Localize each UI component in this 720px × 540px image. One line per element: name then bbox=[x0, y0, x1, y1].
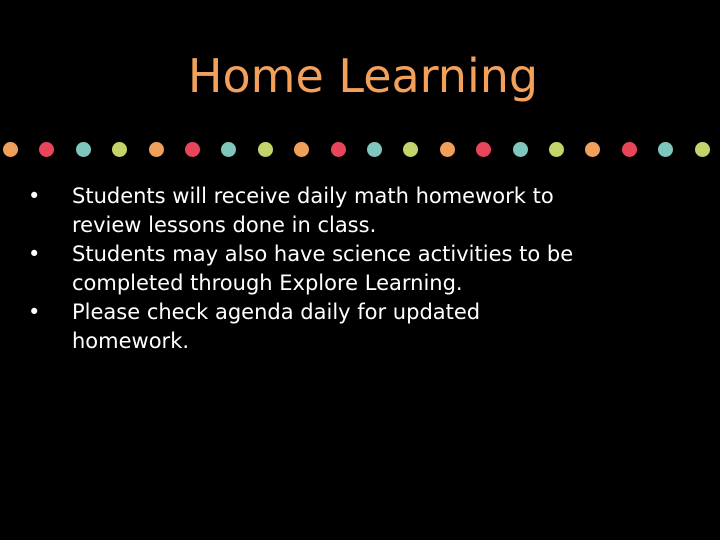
bullet-item bbox=[28, 298, 588, 356]
divider-dot bbox=[294, 142, 309, 157]
bullet-item bbox=[28, 182, 588, 240]
divider-dot bbox=[112, 142, 127, 157]
slide-title: Home Learning bbox=[187, 49, 539, 103]
divider-dot bbox=[3, 142, 18, 157]
divider-dot bbox=[513, 142, 528, 157]
divider-dot bbox=[76, 142, 91, 157]
divider-dot bbox=[149, 142, 164, 157]
divider-dot bbox=[658, 142, 673, 157]
divider-dot bbox=[185, 142, 200, 157]
divider-dot bbox=[367, 142, 382, 157]
divider-dot bbox=[258, 142, 273, 157]
divider-dot bbox=[39, 142, 54, 157]
divider-dot bbox=[331, 142, 346, 157]
divider-dot bbox=[585, 142, 600, 157]
bullet-icon: • bbox=[28, 184, 41, 208]
bullet-icon: • bbox=[28, 300, 41, 324]
watermark-logo bbox=[623, 532, 671, 536]
bullet-item bbox=[28, 240, 588, 298]
dot-divider bbox=[0, 140, 720, 160]
divider-dot bbox=[221, 142, 236, 157]
bullet-text: Students will receive daily math homework to review lessons done in class. bbox=[72, 184, 554, 237]
divider-dot bbox=[440, 142, 455, 157]
bullet-icon: • bbox=[28, 242, 41, 266]
bullet-text: Please check agenda daily for updated homework. bbox=[72, 300, 481, 353]
divider-dot bbox=[549, 142, 564, 157]
divider-dot bbox=[622, 142, 637, 157]
bullet-text: Students may also have science activities to be completed through Explore Learning. bbox=[72, 242, 574, 295]
divider-dot bbox=[403, 142, 418, 157]
divider-dot bbox=[695, 142, 710, 157]
bullet-list bbox=[28, 182, 588, 356]
divider-dot bbox=[476, 142, 491, 157]
